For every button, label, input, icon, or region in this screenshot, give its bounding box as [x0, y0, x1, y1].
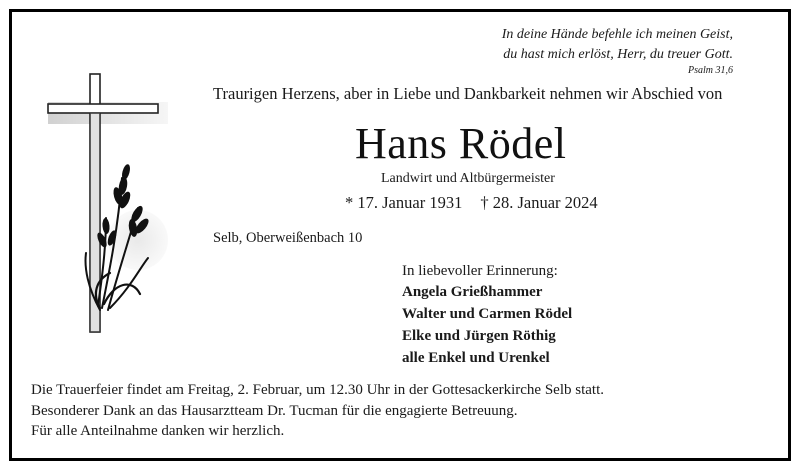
- mourner-name: alle Enkel und Urenkel: [402, 350, 550, 366]
- mourner-name: Angela Grießhammer: [402, 284, 543, 300]
- intro-text: Traurigen Herzens, aber in Liebe und Dankbarkeit nehmen wir Abschied von: [213, 84, 723, 103]
- life-dates: [345, 193, 598, 213]
- mourners-heading: In liebevoller Erinnerung:: [402, 263, 558, 279]
- mourner-name: Elke und Jürgen Röthig: [402, 328, 556, 344]
- bible-quote: [502, 25, 733, 77]
- residence-address: Selb, Oberweißenbach 10: [213, 230, 363, 246]
- quote-reference: Psalm 31,6: [688, 65, 733, 76]
- footer-notes: [31, 380, 604, 442]
- cross-with-wheat-icon: [40, 68, 180, 338]
- birth-date: * 17. Januar 1931: [345, 193, 463, 212]
- deceased-name: Hans Rödel: [355, 119, 567, 168]
- thanks-doctor: Besonderer Dank an das Hausarztteam Dr. Tucman für die engagierte Betreuung.: [31, 402, 518, 419]
- deceased-occupation: Landwirt und Altbürgermeister: [381, 171, 555, 186]
- quote-line-1: In deine Hände befehle ich meinen Geist,: [501, 27, 733, 42]
- mourner-name: Walter und Carmen Rödel: [402, 306, 573, 322]
- thanks-condolences: Für alle Anteilnahme danken wir herzlich.: [31, 423, 285, 439]
- quote-line-2: du hast mich erlöst, Herr, du treuer Gott.: [503, 47, 733, 62]
- funeral-notice: Die Trauerfeier findet am Freitag, 2. Februar, um 12.30 Uhr in der Gottesackerkirche Selb statt.: [31, 382, 604, 398]
- mourners-block: [402, 261, 572, 369]
- death-date: † 28. Januar 2024: [480, 193, 598, 212]
